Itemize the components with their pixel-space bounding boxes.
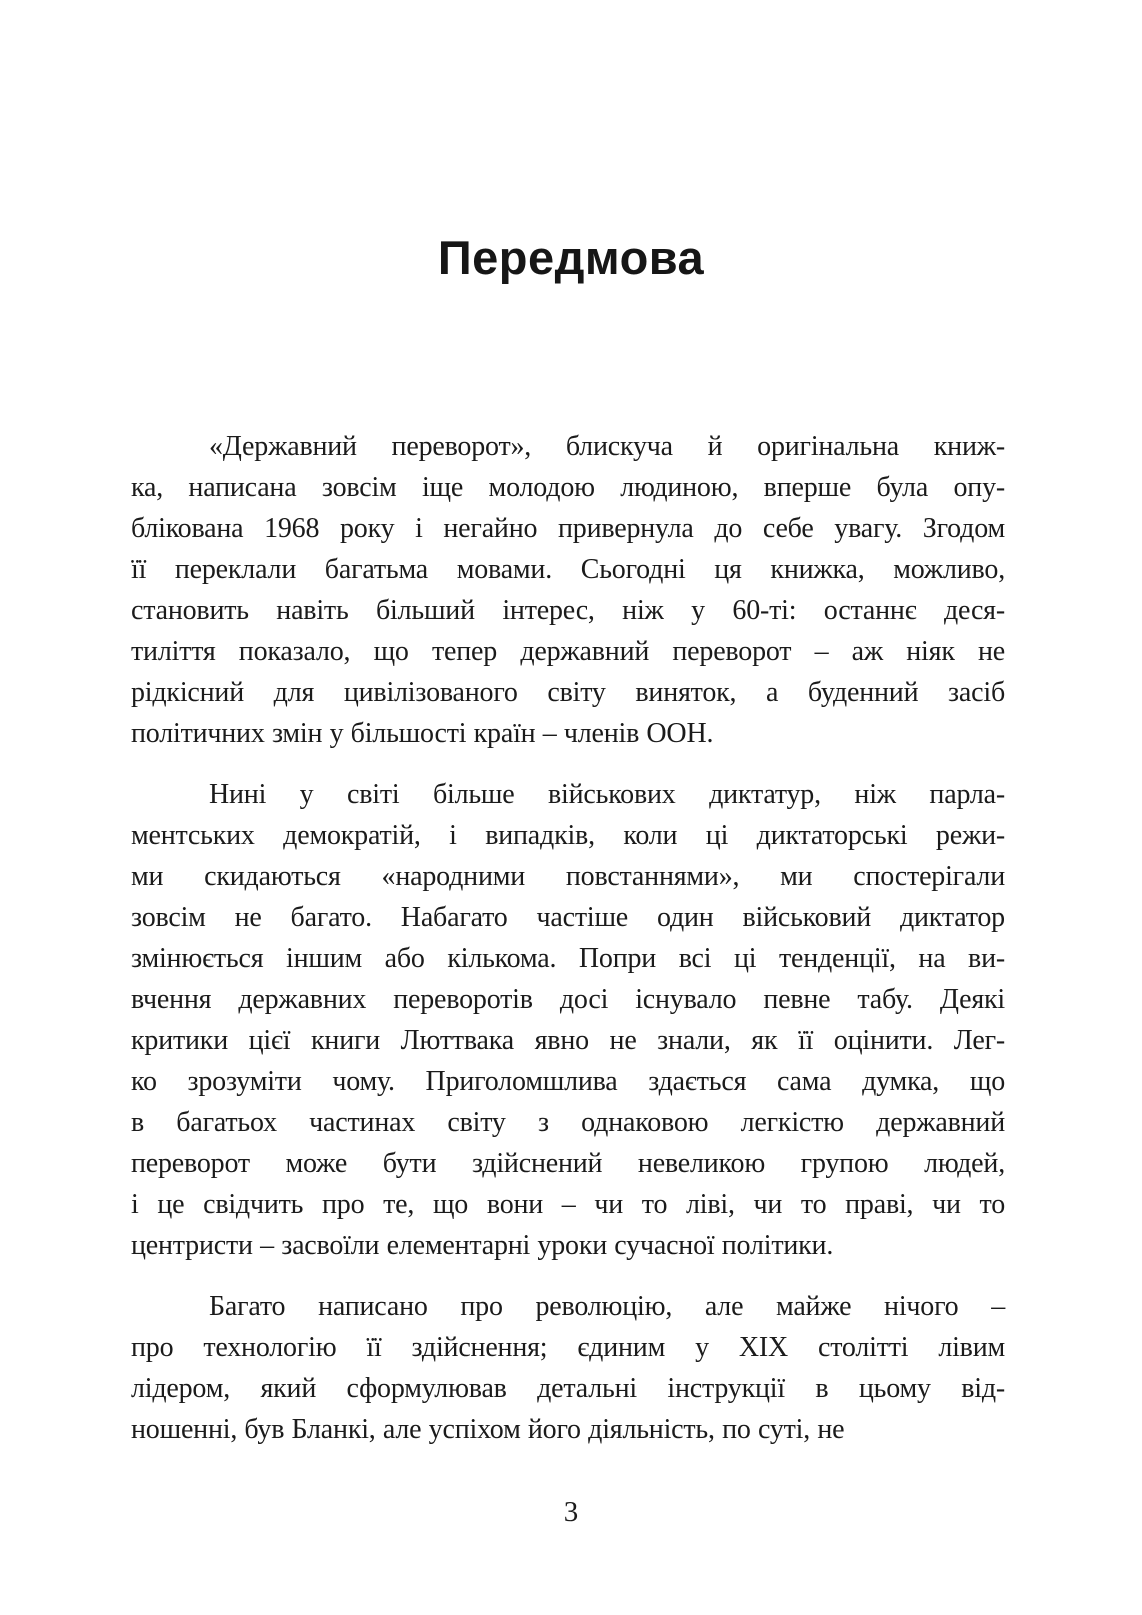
text-line: зовсім не багато. Набагато частіше один військовий диктатор <box>131 902 1005 933</box>
text-line: політичних змін у більшості країн – членів ООН. <box>131 718 714 749</box>
text-line: переворот може бути здійснений невеликою групою людей, <box>131 1148 1005 1179</box>
text-line: Багато написано про революцію, але майже нічого – <box>209 1291 1005 1322</box>
text-line: ми скидаються «народними повстаннями», ми спостерігали <box>131 861 1005 892</box>
text-line: центристи – засвоїли елементарні уроки сучасної політики. <box>131 1230 834 1261</box>
text-line: блікована 1968 року і негайно привернула до себе увагу. Згодом <box>131 513 1005 544</box>
page-number: 3 <box>563 1496 579 1528</box>
chapter-title: Передмова <box>437 231 705 284</box>
text-line: змінюється іншим або кількома. Попри всі ці тенденції, на ви- <box>131 943 1005 974</box>
text-line: ка, написана зовсім іще молодою людиною, вперше була опу- <box>131 472 1005 503</box>
text-line: тиліття показало, що тепер державний переворот – аж ніяк не <box>131 636 1005 667</box>
text-line: лідером, який сформулював детальні інструкції в цьому від- <box>131 1373 1005 1404</box>
text-line: її переклали багатьма мовами. Сьогодні ця книжка, можливо, <box>131 554 1005 585</box>
text-line: «Державний переворот», блискуча й оригінальна книж- <box>209 431 1005 462</box>
text-line: Нині у світі більше військових диктатур, ніж парла- <box>209 779 1005 810</box>
text-block <box>131 426 1005 1450</box>
text-line: вчення державних переворотів досі існувало певне табу. Деякі <box>131 984 1005 1015</box>
paragraph-3 <box>131 1286 1005 1450</box>
text-line: ношенні, був Бланкі, але успіхом його діяльність, по суті, не <box>131 1414 845 1445</box>
text-line: рідкісний для цивілізованого світу виняток, а буденний засіб <box>131 677 1005 708</box>
text-line: критики цієї книги Люттвака явно не знали, як її оцінити. Лег- <box>131 1025 1005 1056</box>
text-line: становить навіть більший інтерес, ніж у 60-ті: останнє деся- <box>131 595 1005 626</box>
paragraph-1 <box>131 426 1005 754</box>
paragraph-2 <box>131 774 1005 1266</box>
text-line: ко зрозуміти чому. Приголомшлива здається сама думка, що <box>131 1066 1005 1097</box>
text-line: про технологію її здійснення; єдиним у XIX столітті лівим <box>131 1332 1005 1363</box>
text-line: і це свідчить про те, що вони – чи то ліві, чи то праві, чи то <box>131 1189 1005 1220</box>
text-line: ментських демократій, і випадків, коли ці диктаторські режи- <box>131 820 1005 851</box>
text-line: в багатьох частинах світу з однаковою легкістю державний <box>131 1107 1005 1138</box>
